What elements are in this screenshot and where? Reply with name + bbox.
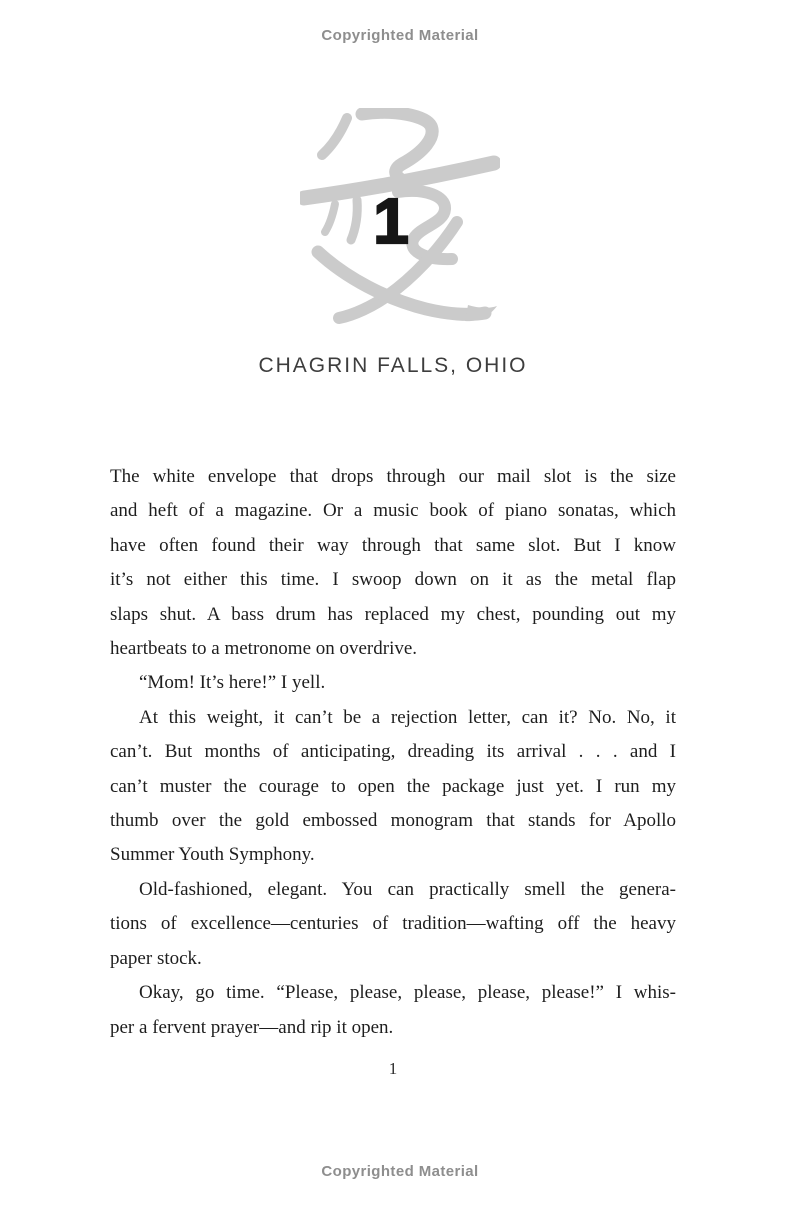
body-line: At this weight, it can’t be a rejection letter, can it? No. No, it xyxy=(139,706,676,728)
chapter-number: 1 xyxy=(373,185,409,257)
body-line: and heft of a magazine. Or a music book of piano sonatas, which xyxy=(110,500,676,522)
body-line: slaps shut. A bass drum has replaced my chest, pounding out my xyxy=(110,603,676,625)
body-line: can’t. But months of anticipating, dreading its arrival . . . and I xyxy=(110,741,676,763)
body-line: it’s not either this time. I swoop down on it as the metal flap xyxy=(110,569,676,591)
body-line: paper stock. xyxy=(110,947,202,969)
copyright-notice-bottom: Copyrighted Material xyxy=(321,1163,479,1180)
body-line: can’t muster the courage to open the package just yet. I run my xyxy=(110,775,676,797)
body-text xyxy=(110,460,676,1045)
body-line: The white envelope that drops through our mail slot is the size xyxy=(110,466,676,487)
body-line: “Mom! It’s here!” I yell. xyxy=(139,672,326,694)
body-line: tions of excellence—centuries of tradition—wafting off the heavy xyxy=(110,913,676,935)
chapter-location-heading: CHAGRIN FALLS, OHIO xyxy=(258,354,528,377)
body-line: Summer Youth Symphony. xyxy=(110,844,315,866)
body-line: thumb over the gold embossed monogram that stands for Apollo xyxy=(110,810,676,832)
body-line: Okay, go time. “Please, please, please, please, please!” I whis- xyxy=(139,982,676,1004)
body-line: have often found their way through that same slot. But I know xyxy=(110,534,676,556)
body-line: per a fervent prayer—and rip it open. xyxy=(110,1016,394,1038)
page-number: 1 xyxy=(388,1059,398,1078)
body-line: Old-fashioned, elegant. You can practically smell the genera- xyxy=(139,878,676,900)
copyright-notice-top: Copyrighted Material xyxy=(321,27,479,44)
body-line: heartbeats to a metronome on overdrive. xyxy=(110,638,418,660)
